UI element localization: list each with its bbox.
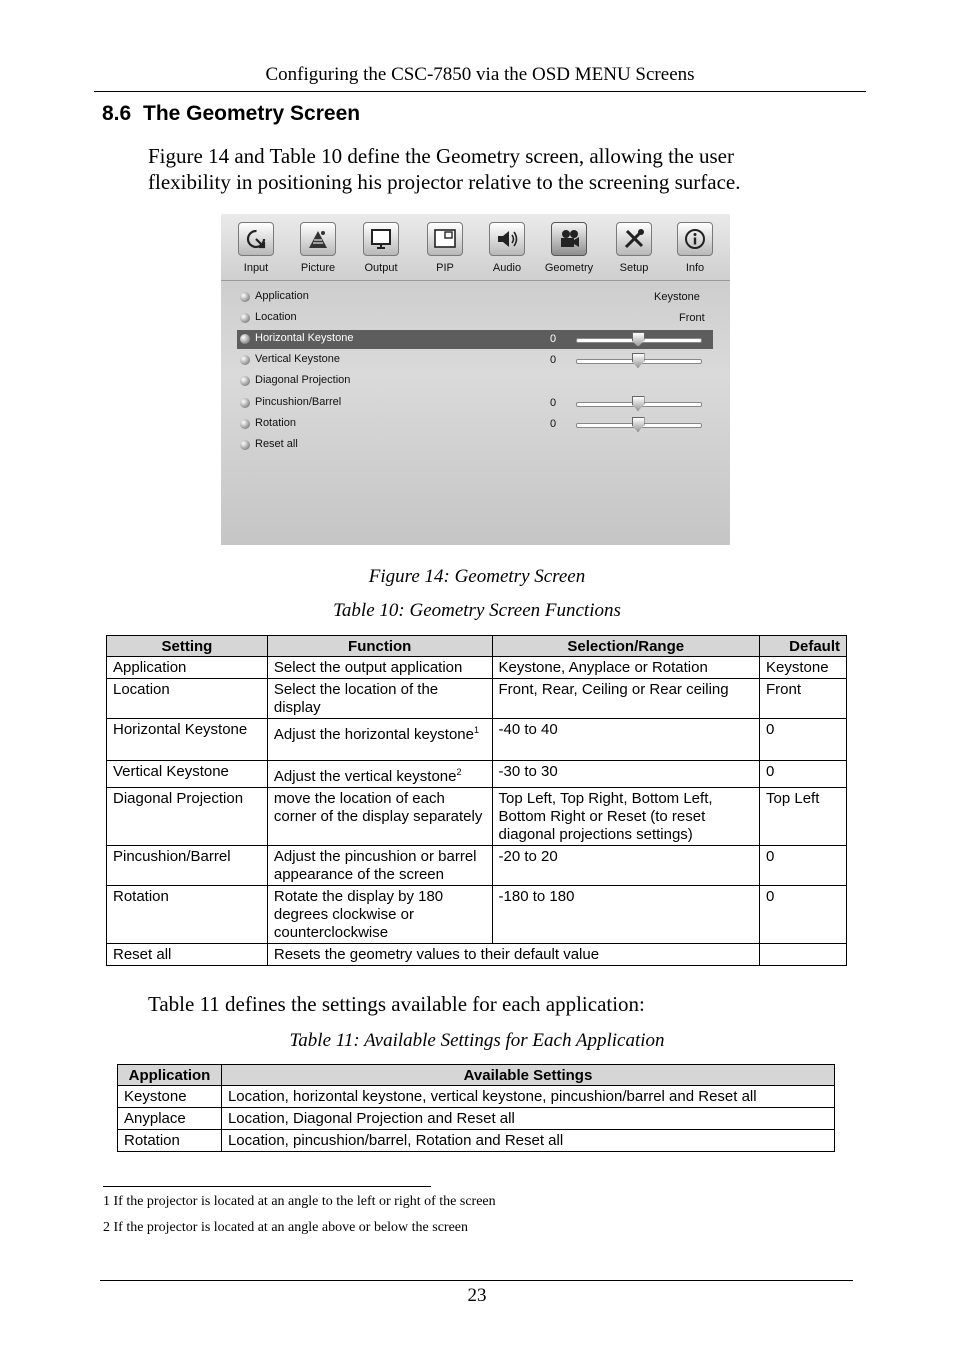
osd-tab-input[interactable] — [228, 222, 284, 280]
tools-icon — [616, 222, 652, 256]
osd-item-value: 0 — [550, 333, 557, 345]
bullet-icon — [240, 376, 250, 386]
cell-range: -180 to 180 — [492, 886, 760, 944]
cell-setting: Reset all — [107, 944, 268, 966]
cell-default: Top Left — [760, 788, 847, 846]
section-heading — [102, 102, 360, 126]
intro-paragraph — [148, 143, 848, 195]
osd-item-horizontal-keystone[interactable] — [237, 330, 713, 349]
footnote-ref: 2 — [456, 767, 462, 777]
osd-tab-geometry[interactable] — [541, 222, 597, 280]
figure-caption: Figure 14: Geometry Screen — [368, 566, 586, 587]
slider-thumb[interactable] — [632, 353, 645, 368]
cell-setting: Horizontal Keystone — [107, 719, 268, 761]
pip-icon — [427, 222, 463, 256]
function-text: Adjust the horizontal keystone — [273, 726, 474, 743]
bullet-icon — [240, 398, 250, 408]
osd-tab-label: Geometry — [544, 262, 594, 274]
table-row — [118, 1108, 835, 1130]
slider-thumb[interactable] — [632, 417, 645, 432]
cell-range: Keystone, Anyplace or Rotation — [492, 657, 760, 679]
geometry-osd-screenshot — [221, 214, 730, 545]
cell-application: Rotation — [118, 1130, 222, 1152]
osd-item-value: 0 — [550, 418, 557, 430]
table11-caption: Table 11: Available Settings for Each Application — [289, 1030, 665, 1051]
osd-item-value: 0 — [550, 397, 557, 409]
osd-item-pincushion-barrel[interactable] — [237, 394, 713, 413]
table-row — [107, 657, 847, 679]
function-text: Adjust the vertical keystone — [273, 768, 457, 785]
geometry-functions-table — [106, 635, 847, 966]
cell-default: 0 — [760, 846, 847, 886]
bullet-icon — [240, 419, 250, 429]
table10-caption: Table 10: Geometry Screen Functions — [333, 600, 621, 621]
cell-function: Adjust the pincushion or barrel appearance of the screen — [267, 846, 492, 886]
bullet-icon — [240, 355, 250, 365]
bullet-icon — [240, 334, 250, 344]
footer-rule — [100, 1280, 853, 1281]
osd-tab-label: Setup — [619, 262, 649, 274]
cell-range: Front, Rear, Ceiling or Rear ceiling — [492, 679, 760, 719]
intro-line: Figure 14 and Table 10 define the Geometry screen, allowing the user — [148, 144, 734, 168]
osd-item-label: Reset all — [255, 438, 298, 450]
osd-tab-label: Picture — [300, 262, 336, 274]
column-header: Default — [760, 636, 847, 657]
monitor-icon — [363, 222, 399, 256]
footnote-rule — [103, 1186, 431, 1187]
cell-range: -20 to 20 — [492, 846, 760, 886]
osd-item-value: Front — [679, 312, 705, 324]
osd-tab-info[interactable] — [667, 222, 723, 280]
cell-function: Rotate the display by 180 degrees clockwise or counterclockwise — [267, 886, 492, 944]
table-row — [107, 719, 847, 761]
osd-tab-audio[interactable] — [479, 222, 535, 280]
cell-range: -30 to 30 — [492, 761, 760, 788]
osd-item-value: 0 — [550, 354, 557, 366]
cell-default: 0 — [760, 719, 847, 761]
column-header: Application — [118, 1065, 222, 1086]
cell-setting: Diagonal Projection — [107, 788, 268, 846]
cell-settings: Location, horizontal keystone, vertical keystone, pincushion/barrel and Reset all — [221, 1086, 834, 1108]
cell-range: -40 to 40 — [492, 719, 760, 761]
cell-range: Top Left, Top Right, Bottom Left, Bottom Right or Reset (to reset diagonal projections settings) — [492, 788, 760, 846]
osd-item-label: Vertical Keystone — [255, 353, 340, 365]
osd-tab-label: Info — [685, 262, 705, 274]
cell-application: Keystone — [118, 1086, 222, 1108]
table-row — [107, 846, 847, 886]
cell-setting: Vertical Keystone — [107, 761, 268, 788]
osd-item-value: Keystone — [654, 291, 700, 303]
bullet-icon — [240, 292, 250, 302]
cell-setting: Rotation — [107, 886, 268, 944]
page-number: 23 — [467, 1285, 487, 1306]
column-header: Function — [267, 636, 492, 657]
cell-application: Anyplace — [118, 1108, 222, 1130]
cell-default: Keystone — [760, 657, 847, 679]
table-row — [118, 1086, 835, 1108]
osd-tab-setup[interactable] — [606, 222, 662, 280]
osd-item-rotation[interactable] — [237, 415, 713, 434]
osd-tab-picture[interactable] — [290, 222, 346, 280]
osd-item-label: Pincushion/Barrel — [255, 396, 342, 408]
osd-item-label: Location — [255, 311, 297, 323]
intro-line: flexibility in positioning his projector relative to the screening surface. — [148, 170, 741, 194]
cell-function: move the location of each corner of the display separately — [267, 788, 492, 846]
running-header: Configuring the CSC-7850 via the OSD MENU Screens — [265, 64, 695, 85]
column-header: Selection/Range — [492, 636, 760, 657]
input-icon — [238, 222, 274, 256]
osd-item-label: Horizontal Keystone — [255, 332, 354, 344]
osd-item-label: Application — [255, 290, 309, 302]
osd-tab-pip[interactable] — [417, 222, 473, 280]
osd-tab-label: Output — [364, 262, 398, 274]
bullet-icon — [240, 440, 250, 450]
table-header-row — [107, 636, 847, 657]
application-settings-table — [117, 1064, 835, 1152]
cell-default: 0 — [760, 886, 847, 944]
cell-function: Resets the geometry values to their default value — [267, 944, 759, 966]
column-header: Setting — [107, 636, 268, 657]
cell-settings: Location, Diagonal Projection and Reset all — [221, 1108, 834, 1130]
table-row — [107, 788, 847, 846]
section-title: The Geometry Screen — [143, 102, 361, 125]
cell-function: Select the location of the display — [267, 679, 492, 719]
osd-item-location[interactable] — [237, 309, 713, 328]
picture-icon — [300, 222, 336, 256]
cell-default: 0 — [760, 761, 847, 788]
footnote-1: 1 If the projector is located at an angle to the left or right of the screen — [103, 1194, 496, 1209]
table11-intro-paragraph: Table 11 defines the settings available for each application: — [148, 992, 645, 1016]
geometry-icon — [551, 222, 587, 256]
osd-tab-label: Input — [243, 262, 269, 274]
table-row — [107, 679, 847, 719]
section-number: 8.6 — [102, 102, 132, 125]
table-row — [107, 886, 847, 944]
osd-item-diagonal-projection[interactable] — [237, 372, 713, 391]
info-icon — [677, 222, 713, 256]
osd-item-vertical-keystone[interactable] — [237, 351, 713, 370]
cell-default — [760, 944, 847, 966]
cell-function — [267, 719, 492, 761]
osd-tab-bar — [221, 214, 730, 281]
osd-tab-label: PIP — [436, 262, 454, 274]
table-row — [107, 761, 847, 788]
slider-thumb[interactable] — [632, 396, 645, 411]
footnote-2: 2 If the projector is located at an angle above or below the screen — [103, 1220, 469, 1235]
cell-settings: Location, pincushion/barrel, Rotation and Reset all — [221, 1130, 834, 1152]
slider-thumb[interactable] — [632, 332, 645, 347]
osd-item-reset-all[interactable] — [237, 436, 713, 455]
cell-setting: Location — [107, 679, 268, 719]
cell-function — [267, 761, 492, 788]
table-header-row — [118, 1065, 835, 1086]
cell-setting: Pincushion/Barrel — [107, 846, 268, 886]
bullet-icon — [240, 313, 250, 323]
osd-item-label: Rotation — [255, 417, 296, 429]
osd-tab-output[interactable] — [353, 222, 409, 280]
cell-function: Select the output application — [267, 657, 492, 679]
osd-item-application[interactable] — [237, 288, 713, 307]
table-row — [107, 944, 847, 966]
osd-tab-label: Audio — [492, 262, 522, 274]
header-rule — [94, 91, 866, 92]
table-row — [118, 1130, 835, 1152]
column-header: Available Settings — [221, 1065, 834, 1086]
osd-item-label: Diagonal Projection — [255, 374, 351, 386]
cell-default: Front — [760, 679, 847, 719]
footnote-ref: 1 — [474, 725, 480, 735]
cell-setting: Application — [107, 657, 268, 679]
speaker-icon — [489, 222, 525, 256]
